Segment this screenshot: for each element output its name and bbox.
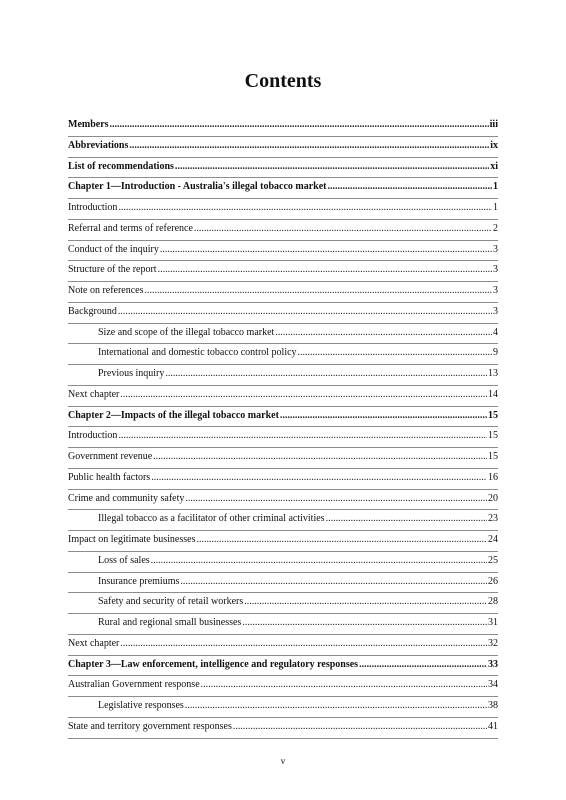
- toc-entry-title: Legislative responses: [98, 700, 184, 711]
- toc-entry[interactable]: [68, 199, 498, 220]
- toc-entry-title: Abbreviations: [68, 139, 129, 151]
- toc-entry-page: iii: [489, 119, 498, 130]
- toc-entry-page: 2: [493, 222, 498, 234]
- toc-entry[interactable]: [68, 427, 498, 448]
- toc-entry[interactable]: [68, 407, 498, 428]
- toc-leader-dots: [298, 346, 492, 360]
- toc-entry-title: Chapter 3—Law enforcement, intelligence and regulatory responses: [68, 658, 359, 670]
- toc-leader-dots: [242, 616, 487, 630]
- toc-entry-page: 38: [488, 700, 498, 711]
- toc-leader-dots: [196, 533, 487, 547]
- toc-entry-title: Insurance premiums: [98, 575, 180, 587]
- toc-entry[interactable]: [68, 718, 498, 739]
- toc-entry-page: 4: [493, 326, 498, 338]
- toc-entry-page: 28: [488, 596, 498, 608]
- toc-entry[interactable]: [68, 261, 498, 282]
- toc-leader-dots: [328, 180, 492, 194]
- toc-entry-title: Loss of sales: [98, 554, 150, 566]
- toc-leader-dots: [233, 720, 487, 734]
- toc-entry-title: Illegal tobacco as a facilitator of other criminal activities: [98, 513, 325, 525]
- toc-leader-dots: [160, 243, 492, 257]
- toc-entry-title: List of recommendations: [68, 160, 174, 172]
- toc-entry-page: 3: [493, 285, 498, 296]
- toc-entry[interactable]: [68, 282, 498, 303]
- toc-entry[interactable]: [68, 220, 498, 241]
- toc-entry-title: Chapter 1—Introduction - Australia's illegal tobacco market: [68, 181, 327, 193]
- toc-entry-title: Note on references: [68, 285, 144, 296]
- toc-leader-dots: [151, 471, 487, 485]
- toc-entry[interactable]: [68, 365, 498, 386]
- toc-entry-title: Rural and regional small businesses: [98, 617, 242, 628]
- toc-entry-page: 16: [488, 471, 498, 483]
- toc-entry[interactable]: [68, 448, 498, 469]
- toc-entry[interactable]: [68, 324, 498, 345]
- toc-entry-title: Background: [68, 305, 117, 317]
- toc-entry-title: Structure of the report: [68, 264, 157, 276]
- toc-leader-dots: [194, 222, 492, 236]
- toc-leader-dots: [145, 284, 492, 298]
- toc-entry-page: ix: [490, 139, 498, 151]
- toc-entry[interactable]: [68, 510, 498, 531]
- toc-entry[interactable]: [68, 531, 498, 552]
- toc-leader-dots: [359, 658, 487, 672]
- toc-entry[interactable]: [68, 490, 498, 511]
- toc-entry[interactable]: [68, 241, 498, 262]
- toc-entry-title: Chapter 2—Impacts of the illegal tobacco market: [68, 409, 279, 421]
- toc-entry-page: 24: [488, 534, 498, 545]
- toc-leader-dots: [158, 263, 492, 277]
- toc-leader-dots: [118, 305, 492, 319]
- toc-entry-page: 26: [488, 575, 498, 587]
- toc-entry-title: Impact on legitimate businesses: [68, 534, 196, 545]
- toc-entry-page: 34: [488, 679, 498, 691]
- toc-entry-page: 13: [488, 368, 498, 379]
- toc-entry-page: 33: [488, 658, 498, 670]
- toc-entry-title: Introduction: [68, 202, 118, 213]
- toc-entry-title: International and domestic tobacco control policy: [98, 347, 297, 359]
- toc-entry-title: Safety and security of retail workers: [98, 596, 244, 608]
- toc-entry-title: Referral and terms of reference: [68, 222, 193, 234]
- toc-entry-title: Next chapter: [68, 637, 120, 649]
- toc-entry[interactable]: [68, 573, 498, 594]
- toc-entry-page: 3: [493, 305, 498, 317]
- toc-entry[interactable]: [68, 593, 498, 614]
- page-title: Contents: [244, 70, 322, 92]
- toc-leader-dots: [118, 201, 492, 215]
- toc-entry-title: Previous inquiry: [98, 368, 165, 379]
- toc-entry-title: Introduction: [68, 430, 118, 442]
- toc-entry[interactable]: [68, 614, 498, 635]
- toc-entry-page: 3: [493, 264, 498, 276]
- toc-leader-dots: [280, 409, 487, 423]
- toc-entry[interactable]: [68, 178, 498, 199]
- toc-entry-page: 32: [488, 637, 498, 649]
- toc-entry-title: Conduct of the inquiry: [68, 243, 159, 255]
- toc-leader-dots: [118, 429, 487, 443]
- toc-leader-dots: [151, 554, 487, 568]
- toc-entry[interactable]: [68, 656, 498, 677]
- toc-entry-title: Size and scope of the illegal tobacco market: [98, 326, 275, 338]
- toc-entry-page: 23: [488, 513, 498, 525]
- toc-entry-page: 1: [493, 181, 498, 193]
- toc-leader-dots: [244, 595, 487, 609]
- toc-entry-page: 3: [493, 243, 498, 255]
- toc-entry[interactable]: [68, 344, 498, 365]
- toc-entry-title: Australian Government response: [68, 679, 200, 691]
- toc-entry[interactable]: [68, 469, 498, 490]
- toc-entry[interactable]: [68, 386, 498, 407]
- toc-leader-dots: [165, 367, 487, 381]
- toc-entry-page: 15: [488, 430, 498, 442]
- toc-leader-dots: [326, 512, 487, 526]
- toc-entry-page: 1: [493, 202, 498, 213]
- toc-entry-page: 15: [488, 451, 498, 462]
- toc-leader-dots: [175, 160, 489, 174]
- toc-entry[interactable]: [68, 158, 498, 179]
- toc-leader-dots: [185, 492, 487, 506]
- toc-leader-dots: [201, 678, 487, 692]
- toc-entry-title: Government revenue: [68, 451, 153, 462]
- toc-entry[interactable]: [68, 697, 498, 718]
- toc-entry[interactable]: [68, 635, 498, 656]
- toc-entry-page: 14: [488, 388, 498, 400]
- toc-entry-page: 15: [488, 409, 498, 421]
- toc-entry-title: State and territory government responses: [68, 720, 232, 732]
- toc-entry-title: Public health factors: [68, 471, 151, 483]
- toc-leader-dots: [185, 699, 487, 713]
- toc-entry[interactable]: [68, 116, 498, 137]
- table-of-contents: [68, 116, 498, 739]
- toc-entry-page: 31: [488, 617, 498, 628]
- toc-entry[interactable]: [68, 552, 498, 573]
- toc-entry[interactable]: [68, 303, 498, 324]
- toc-leader-dots: [129, 139, 489, 153]
- toc-entry-page: xi: [490, 160, 498, 172]
- page-number: v: [280, 756, 286, 766]
- toc-leader-dots: [180, 575, 487, 589]
- toc-entry[interactable]: [68, 676, 498, 697]
- toc-entry-page: 25: [488, 554, 498, 566]
- toc-leader-dots: [120, 388, 487, 402]
- toc-entry-page: 20: [488, 492, 498, 504]
- toc-entry-page: 41: [488, 720, 498, 732]
- toc-leader-dots: [153, 450, 487, 464]
- toc-entry-title: Next chapter: [68, 388, 120, 400]
- toc-leader-dots: [110, 118, 489, 132]
- toc-entry-page: 9: [493, 347, 498, 359]
- toc-leader-dots: [120, 637, 487, 651]
- toc-leader-dots: [275, 326, 492, 340]
- toc-entry-title: Members: [68, 119, 109, 130]
- toc-entry[interactable]: [68, 137, 498, 158]
- toc-entry-title: Crime and community safety: [68, 492, 185, 504]
